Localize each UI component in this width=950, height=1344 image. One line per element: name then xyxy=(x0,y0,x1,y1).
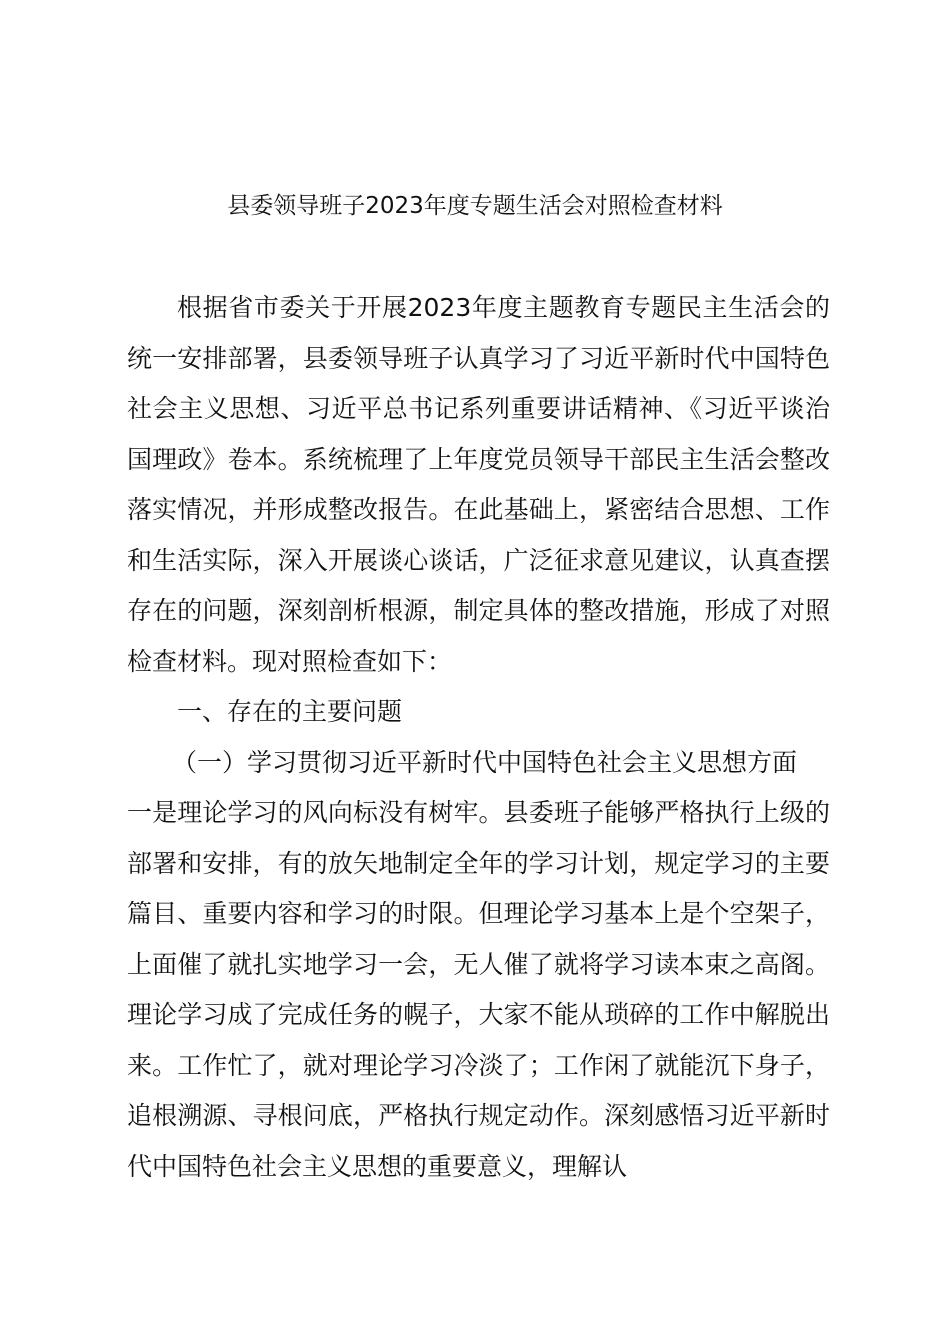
subsection-heading: （一）学习贯彻习近平新时代中国特色社会主义思想方面 xyxy=(172,747,798,777)
document-body xyxy=(127,283,830,1192)
body-paragraph: 一是理论学习的风向标没有树牢。县委班子能够严格执行上级的部署和安排，有的放矢地制定全年的学习计划，规定学习的主要篇目、重要内容和学习的时限。但理论学习基本上是个空架子，上面催了就扎实地学习一会，无人催了就将学习读本束之高阁。理论学习成了完成任务的幌子，大家不能从琐碎的工作中解脱出来。工作忙了，就对理论学习冷淡了；工作闲了就能沉下身子，追根溯源、寻根问底，严格执行规定动作。深刻感悟习近平新时代中国特色社会主义思想的重要意义，理解认 xyxy=(127,798,830,1181)
intro-paragraph: 根据省市委关于开展2023年度主题教育专题民主生活会的统一安排部署，县委领导班子认真学习了习近平新时代中国特色社会主义思想、习近平总书记系列重要讲话精神、《习近平谈治国理政》卷本。系统梳理了上年度党员领导干部民主生活会整改落实情况，并形成整改报告。在此基础上，紧密结合思想、工作和生活实际，深入开展谈心谈话，广泛征求意见建议，认真查摆存在的问题，深刻剖析根源，制定具体的整改措施，形成了对照检查材料。现对照检查如下： xyxy=(127,293,830,676)
section-heading: 一、存在的主要问题 xyxy=(177,697,403,726)
document-title: 县委领导班子2023年度专题生活会对照检查材料 xyxy=(227,193,723,219)
